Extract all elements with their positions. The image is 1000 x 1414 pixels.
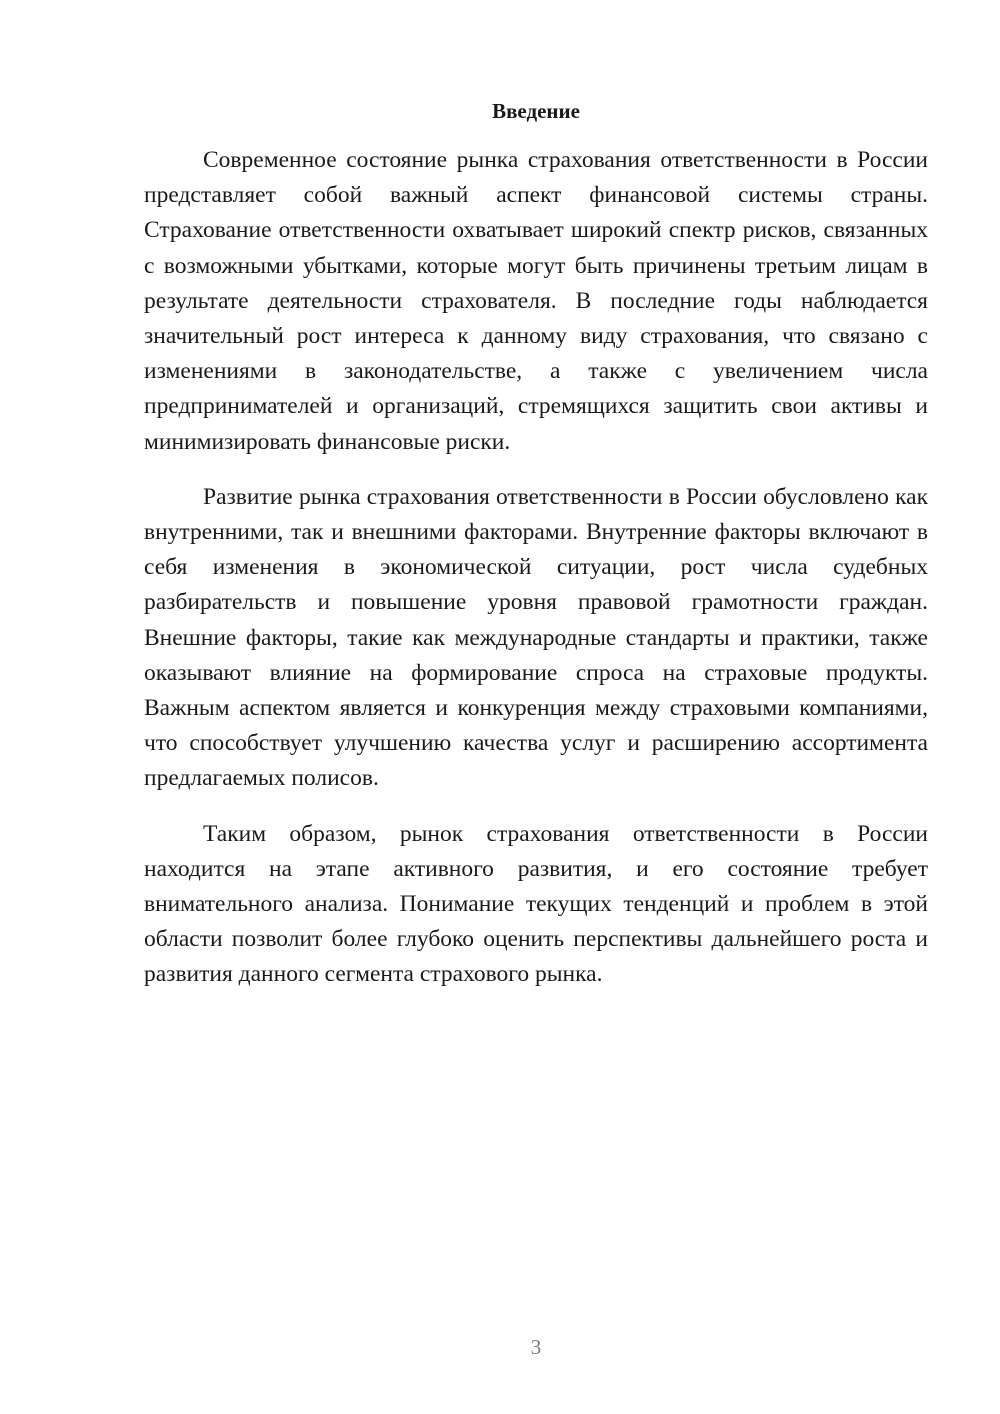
section-heading: Введение bbox=[492, 99, 580, 123]
paragraph-3: Таким образом, рынок страхования ответственности в России находится на этапе активного развития, и его состояние требует внимательного анализа. Понимание текущих тенденций и проблем в этой области позволит более глубоко оценить перспективы дальнейшего роста и развития данного сегмента страхового рынка. bbox=[144, 820, 928, 988]
paragraph-1: Современное состояние рынка страхования ответственности в России представляет собой важный аспект финансовой системы страны. Страхование ответственности охватывает широкий спектр рисков, связанных с возможными убытками, которые могут быть причинены третьим лицам в результате деятельности страхователя. В последние годы наблюдается значительный рост интереса к данному виду страхования, что связано с изменениями в законодательстве, а также с увеличением числа предпринимателей и организаций, стремящихся защитить свои активы и минимизировать финансовые риски. bbox=[144, 147, 928, 455]
body-text bbox=[144, 143, 928, 1013]
page-number: 3 bbox=[530, 1335, 542, 1359]
paragraph-2: Развитие рынка страхования ответственности в России обусловлено как внутренними, так и внешними факторами. Внутренние факторы включают в себя изменения в экономической ситуации, рост числа судебных разбирательств и повышение уровня правовой грамотности граждан. Внешние факторы, такие как международные стандарты и практики, также оказывают влияние на формирование спроса на страховые продукты. Важным аспектом является и конкуренция между страховыми компаниями, что способствует улучшению качества услуг и расширению ассортимента предлагаемых полисов. bbox=[144, 483, 928, 792]
